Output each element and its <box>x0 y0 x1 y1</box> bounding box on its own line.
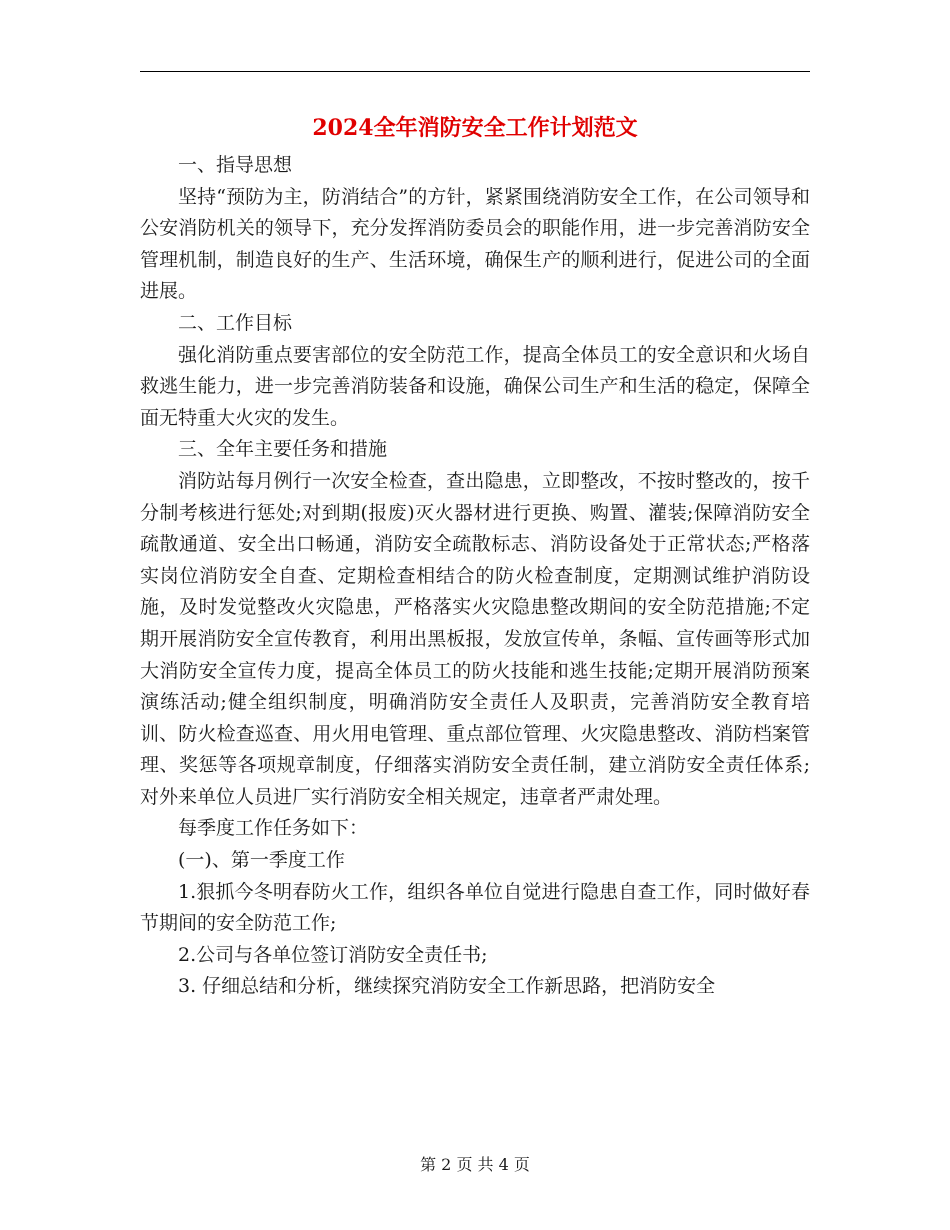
list-item: 2.公司与各单位签订消防安全责任书; <box>178 943 488 966</box>
list-item: 1.狠抓今冬明春防火工作，组织各单位自觉进行隐患自查工作，同时做好春节期间的安全防范工作; <box>140 880 810 935</box>
section-heading: 二、工作目标 <box>178 311 293 334</box>
document-body <box>140 150 810 1003</box>
body-paragraph: 强化消防重点要害部位的安全防范工作，提高全体员工的安全意识和火场自救逃生能力，进一步完善消防装备和设施，确保公司生产和生活的稳定，保障全面无特重大火灾的发生。 <box>140 343 810 429</box>
body-paragraph: 每季度工作任务如下： <box>178 817 369 840</box>
document-title: 2024全年消防安全工作计划范文 <box>312 115 638 141</box>
body-paragraph: 坚持“预防为主，防消结合”的方针，紧紧围绕消防安全工作，在公司领导和公安消防机关的领导下，充分发挥消防委员会的职能作用，进一步完善消防安全管理机制，制造良好的生产、生活环境，确保生产的顺利进行，促进公司的全面进展。 <box>140 185 810 303</box>
section-heading: 三、全年主要任务和措施 <box>178 438 388 461</box>
body-paragraph: 消防站每月例行一次安全检查，查出隐患，立即整改，不按时整改的，按千分制考核进行惩处;对到期(报废)灭火器材进行更换、购置、灌装;保障消防安全疏散通道、安全出口畅通，消防安全疏散标志、消防设备处于正常状态;严格落实岗位消防安全自查、定期检查相结合的防火检查制度，定期测试维护消防设施，及时发觉整改火灾隐患，严格落实火灾隐患整改期间的安全防范措施;不定期开展消防安全宣传教育，利用出黑板报，发放宣传单，条幅、宣传画等形式加大消防安全宣传力度，提高全体员工的防火技能和逃生技能;定期开展消防预案演练活动;健全组织制度，明确消防安全责任人及职责，完善消防安全教育培训、防火检查巡查、用火用电管理、重点部位管理、火灾隐患整改、消防档案管理、奖惩等各项规章制度，仔细落实消防安全责任制，建立消防安全责任体系;对外来单位人员进厂实行消防安全相关规定，违章者严肃处理。 <box>140 469 810 808</box>
section-heading: 一、指导思想 <box>178 154 293 176</box>
subsection-heading: (一)、第一季度工作 <box>178 849 345 872</box>
list-item: 3. 仔细总结和分析，继续探究消防安全工作新思路，把消防安全 <box>178 975 716 998</box>
header-rule <box>140 71 810 72</box>
page-number: 第 2 页 共 4 页 <box>420 1155 530 1174</box>
